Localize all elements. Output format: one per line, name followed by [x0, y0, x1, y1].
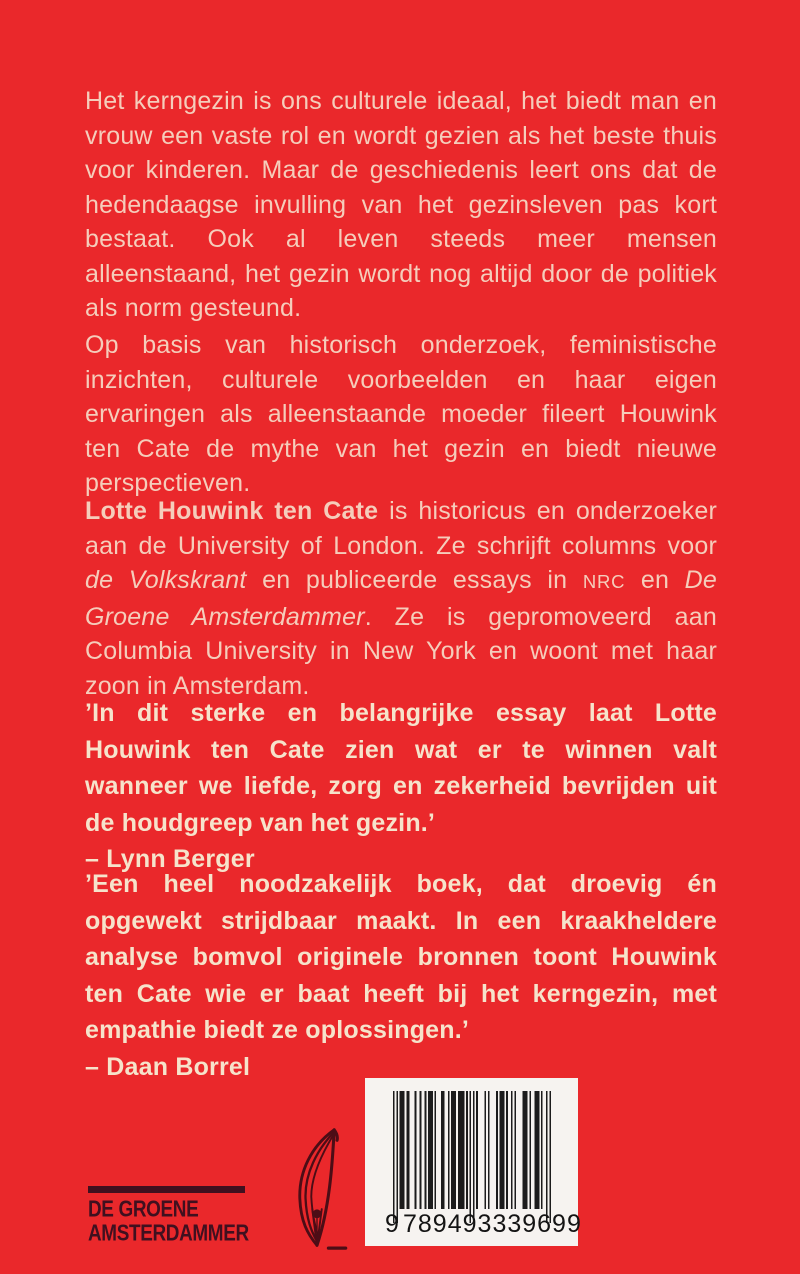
- blurb-paragraph-2: Op basis van historisch onderzoek, feministische inzichten, culturele voorbeelden en haar eigen ervaringen als alleenstaande moeder fileert Houwink ten Cate de mythe van het gezin en biedt nieuwe perspectieven.: [85, 331, 717, 497]
- barcode-digit-group: 789493: [403, 1210, 493, 1238]
- bio-text-segment: en: [625, 566, 685, 594]
- bio-text-segment: is historicus en onderzoeker aan de University of London. Ze schrijft columns voor: [85, 497, 718, 560]
- bio-text-segment: en publiceerde essays in: [246, 566, 583, 594]
- review-quote-2-attribution: – Daan Borrel: [85, 1052, 251, 1081]
- review-quote-1-text: ’In dit sterke en belangrijke essay laat Lotte Houwink ten Cate zien wat er te winnen valt wanneer we liefde, zorg en zekerheid bevrijden uit de houdgreep van het gezin.’: [85, 699, 717, 837]
- publisher-logo-bar: [88, 1186, 245, 1193]
- author-bio: [85, 494, 717, 703]
- review-quote-1-attribution: – Lynn Berger: [85, 845, 255, 873]
- review-quote-2: [85, 866, 717, 1085]
- barcode-digit-group: 9: [385, 1210, 400, 1238]
- blurb-paragraph-1: Het kerngezin is ons culturele ideaal, het biedt man en vrouw een vaste rol en wordt gezien als het beste thuis voor kinderen. Maar de geschiedenis leert ons dat de hedendaagse invulling van het gezinsleven pas kort bestaat. Ook al leven steeds meer mensen alleenstaand, het gezin wordt nog altijd door de politiek als norm gesteund.: [85, 87, 717, 322]
- barcode: [365, 1078, 582, 1246]
- review-quote-1: [85, 695, 717, 878]
- publisher-logo: [88, 1186, 271, 1245]
- publisher-name-line2: AMSTERDAMMER: [88, 1220, 249, 1246]
- barcode-number: [385, 1210, 582, 1239]
- quill-pen-icon: [286, 1126, 348, 1252]
- bio-text-segment: . Ze is gepromoveerd aan Columbia University in New York en woont met haar zoon in Amsterdam.: [85, 602, 717, 700]
- publisher-name-line1: DE GROENE: [88, 1196, 199, 1222]
- review-quote-2-text: ’Een heel noodzakelijk boek, dat droevig én opgewekt strijdbaar maakt. In een kraakheldere analyse bomvol originele bronnen toont Houwink ten Cate wie er baat heeft bij het kerngezin, met empathie biedt ze oplossingen.’: [85, 870, 717, 1044]
- barcode-digit-group: 339699: [492, 1210, 582, 1238]
- bio-text-segment: Lotte Houwink ten Cate: [85, 497, 379, 525]
- bio-text-segment: de Volkskrant: [85, 566, 247, 594]
- barcode-bars: [393, 1091, 551, 1223]
- bio-text-segment: De Groene Amsterdammer: [85, 566, 717, 631]
- bio-text-segment: NRC: [582, 571, 626, 592]
